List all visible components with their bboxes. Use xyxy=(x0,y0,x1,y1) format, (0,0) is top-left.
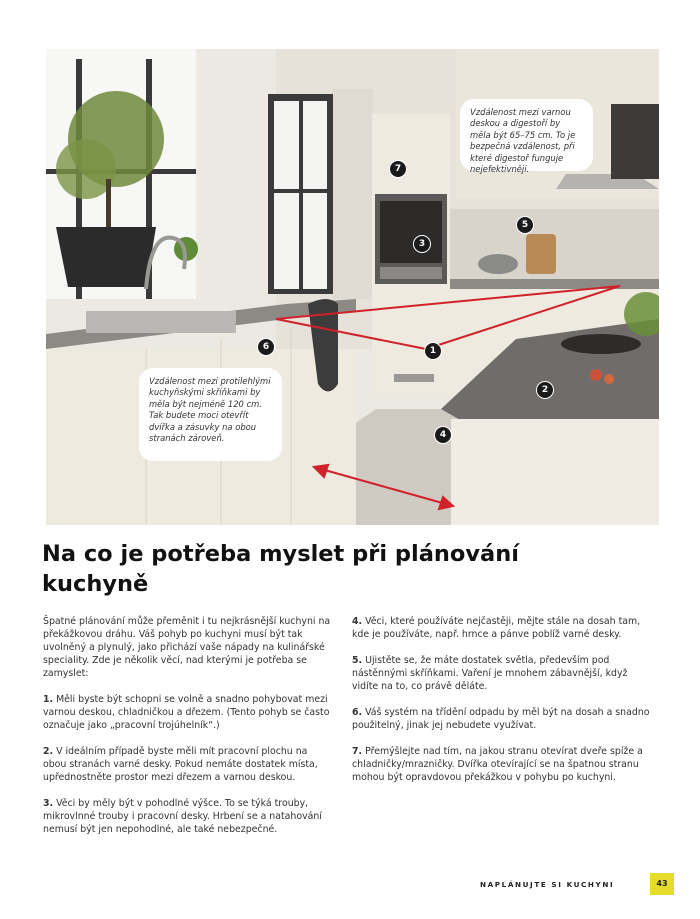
tip-5 xyxy=(352,654,652,693)
photo-marker-6: 6 xyxy=(257,338,275,356)
tip-text: Měli byste být schopni se volně a snadno pohybovat mezi varnou deskou, chladničkou a dřezem. (Tento pohyb se často označuje jako „pracovní trojúhelník“.) xyxy=(43,694,330,731)
page-title: Na co je potřeba myslet při plánování kuchyně xyxy=(42,541,519,597)
photo-marker-3: 3 xyxy=(413,235,431,253)
tip-number: 3. xyxy=(43,798,54,809)
photo-marker-2: 2 xyxy=(536,381,554,399)
tip-text: Věci by měly být v pohodlné výšce. To se týká trouby, mikrovlnné trouby i pracovní desky. Hrbení se a natahování nemusí být jen nepohodlné, ale také nebezpečné. xyxy=(43,798,322,835)
tip-2 xyxy=(43,745,333,784)
intro-paragraph: Špatné plánování může přeměnit i tu nejkrásnější kuchyni na překážkovou dráhu. Váš pohyb po kuchyni musí být tak uvolněný a plynulý, jako přichází vaše nápady na kulinářské speciality. Zde je několik věcí, nad kterými je potřeba se zamyslet: xyxy=(43,616,331,679)
tip-number: 4. xyxy=(352,616,363,627)
tip-text: Ujistěte se, že máte dostatek světla, především pod nástěnnými skříňkami. Vaření je mnohem zábavnější, když vidíte na to, co právě děláte. xyxy=(352,655,628,692)
photo-marker-4: 4 xyxy=(434,426,452,444)
page-number: 43 xyxy=(650,873,674,895)
tip-6 xyxy=(352,706,652,732)
hood-distance-callout xyxy=(460,99,593,175)
photo-marker-5: 5 xyxy=(516,216,534,234)
tip-4 xyxy=(352,615,652,641)
right-column xyxy=(352,615,652,797)
tip-text: Přemýšlejte nad tím, na jakou stranu otevírat dveře spíže a chladničky/mrazničky. Dvířka otevírající se na špatnou stranu mohou být opravdovou překážkou v pohybu po kuchyni. xyxy=(352,746,643,783)
tip-number: 1. xyxy=(43,694,54,705)
left-column xyxy=(43,615,333,849)
hood-distance-text: Vzdálenost mezi varnou deskou a digestoří by měla být 65–75 cm. To je bezpečná vzdálenost, při které digestoř funguje nejefektivněji. xyxy=(470,107,576,175)
tip-text: Věci, které používáte nejčastěji, mějte stále na dosah tam, kde je používáte, např. hrnce a pánve poblíž varné desky. xyxy=(352,616,641,640)
cabinet-distance-text: Vzdálenost mezi protilehlými kuchyňskými skříňkami by měla být nejméně 120 cm. Tak budete moci otevřít dvířka a zásuvky na obou stranách zároveň. xyxy=(149,376,271,444)
tip-number: 5. xyxy=(352,655,363,666)
photo-marker-1: 1 xyxy=(424,342,442,360)
tip-text: Váš systém na třídění odpadu by měl být na dosah a snadno použitelný, jinak jej nebudete využívat. xyxy=(352,707,650,731)
tip-number: 2. xyxy=(43,746,54,757)
tip-1 xyxy=(43,693,333,732)
cabinet-distance-callout xyxy=(139,368,282,461)
photo-marker-7: 7 xyxy=(389,160,407,178)
section-footer: NAPLÁNUJTE SI KUCHYNI xyxy=(480,880,615,889)
tip-number: 7. xyxy=(352,746,363,757)
tip-3 xyxy=(43,797,333,836)
tip-7 xyxy=(352,745,652,784)
tip-text: V ideálním případě byste měli mít pracovní plochu na obou stranách varné desky. Pokud nemáte dostatek místa, upřednostněte prostor mezi dřezem a varnou deskou. xyxy=(43,746,318,783)
tip-number: 6. xyxy=(352,707,363,718)
